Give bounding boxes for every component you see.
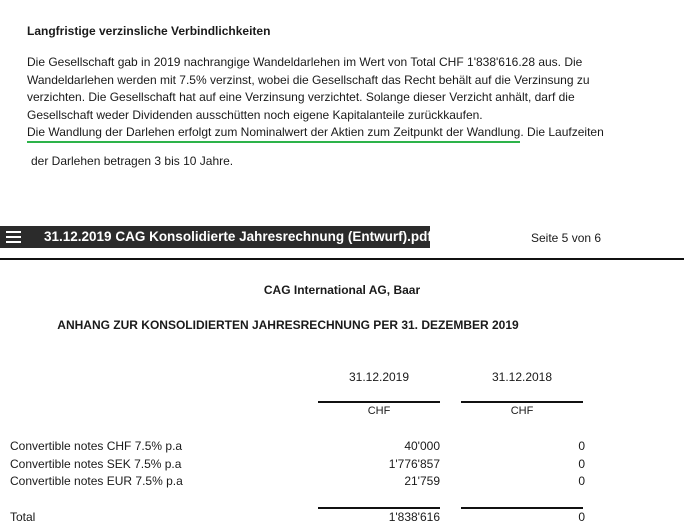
hamburger-menu-icon[interactable] [6, 231, 21, 243]
table-row-label: Convertible notes SEK 7.5% p.a [10, 457, 182, 471]
table-cell-2019: 40'000 [404, 439, 440, 453]
column-header-rule [461, 401, 583, 403]
table-cell-2019: 21'759 [404, 474, 440, 488]
section-title: Langfristige verzinsliche Verbindlichkeiten [27, 24, 271, 38]
column-currency: CHF [510, 405, 534, 417]
table-cell-2019: 1'776'857 [388, 457, 440, 471]
paragraph-line: Gesellschaft weder Dividenden ausschütten noch eigene Kapitalanteile zurückkaufen. [27, 107, 483, 122]
column-header-date: 31.12.2018 [491, 370, 553, 384]
page-heading: ANHANG ZUR KONSOLIDIERTEN JAHRESRECHNUNG PER 31. DEZEMBER 2019 [57, 318, 519, 332]
paragraph-line-rest: . Die Laufzeiten [520, 125, 604, 140]
table-row-label: Convertible notes EUR 7.5% p.a [10, 474, 183, 488]
total-label: Total [10, 510, 36, 524]
paragraph-line: verzichten. Die Gesellschaft hat auf eine Verzinsung verzichtet. Solange dieser Verzicht anhält, darf die [27, 90, 575, 105]
column-header-rule [318, 401, 440, 403]
paragraph-line: Die Gesellschaft gab in 2019 nachrangige Wandeldarlehen im Wert von Total CHF 1'838'616.28 aus. Die [27, 55, 583, 69]
table-cell-2018: 0 [578, 457, 585, 471]
total-rule [318, 507, 440, 509]
total-2018: 0 [578, 510, 585, 524]
table-row-label: Convertible notes CHF 7.5% p.a [10, 439, 183, 453]
total-2019: 1'838'616 [388, 510, 440, 524]
column-currency: CHF [367, 405, 391, 417]
pdf-viewer-toolbar [0, 226, 430, 248]
section-paragraph [27, 54, 657, 142]
column-header-date: 31.12.2019 [348, 370, 410, 384]
table-cell-2018: 0 [578, 474, 585, 488]
company-name: CAG International AG, Baar [263, 283, 421, 297]
paragraph-tail: der Darlehen betragen 3 bis 10 Jahre. [31, 154, 234, 168]
page-divider [0, 258, 684, 260]
paragraph-line: Wandeldarlehen werden mit 7.5% verzinst, wobei die Gesellschaft das Recht behält auf die Verzinsung zu [27, 72, 590, 87]
page-indicator: Seite 5 von 6 [531, 231, 602, 245]
paragraph-line-highlighted [27, 124, 657, 142]
document-title: 31.12.2019 CAG Konsolidierte Jahresrechnung (Entwurf).pdf [44, 229, 432, 244]
table-cell-2018: 0 [578, 439, 585, 453]
highlighted-sentence: Die Wandlung der Darlehen erfolgt zum Nominalwert der Aktien zum Zeitpunkt der Wandlung [27, 125, 520, 143]
total-rule [461, 507, 583, 509]
